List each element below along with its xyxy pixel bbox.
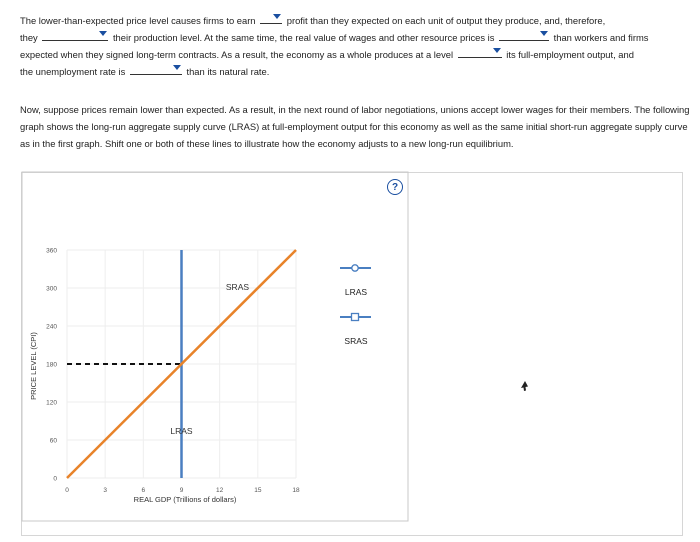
sras-curve-label: SRAS xyxy=(225,282,250,292)
text-segment: profit than they expected on each unit of output they produce, and, therefore, xyxy=(286,15,606,26)
text-segment: their production level. At the same time, the real value of wages and other resource prices is xyxy=(112,32,495,43)
y-tick-label: 300 xyxy=(46,285,57,293)
text-segment: expected when they signed long-term contracts. As a result, the economy as a whole produces at a level xyxy=(20,49,454,60)
y-tick-label: 240 xyxy=(46,323,57,331)
y-axis-label: PRICE LEVEL (CPI) xyxy=(29,332,38,400)
x-axis-label: REAL GDP (Trillions of dollars) xyxy=(133,495,237,504)
x-tick-label: 18 xyxy=(292,487,300,494)
y-tick-label: 120 xyxy=(46,399,57,407)
sras-tool-handle-icon xyxy=(352,314,359,321)
x-tick-label: 15 xyxy=(254,487,262,494)
y-tick-label: 180 xyxy=(46,361,57,369)
text-segment: the unemployment rate is xyxy=(20,66,126,77)
lras-curve-label: LRAS xyxy=(170,426,193,436)
y-tick-label: 360 xyxy=(46,247,57,255)
mouse-cursor-icon xyxy=(521,381,528,391)
y-tick-label: 0 xyxy=(53,475,57,483)
chart-panel-border xyxy=(22,172,408,521)
x-tick-labels xyxy=(65,487,300,494)
lras-tool-label: LRAS xyxy=(344,287,368,297)
text-segment: its full-employment output, and xyxy=(506,49,634,60)
legend-lras-tool[interactable] xyxy=(340,265,371,297)
x-tick-label: 9 xyxy=(179,487,184,494)
y-tick-label: 60 xyxy=(49,437,57,445)
text-segment: they xyxy=(20,32,38,43)
lras-tool-handle-icon xyxy=(352,265,358,271)
x-tick-label: 0 xyxy=(65,487,69,494)
help-icon[interactable]: ? xyxy=(387,179,403,195)
sras-tool-label: SRAS xyxy=(344,336,368,346)
legend-sras-tool[interactable] xyxy=(340,314,371,347)
text-segment: The lower-than-expected price level causes firms to earn xyxy=(20,15,256,26)
x-tick-label: 6 xyxy=(141,487,146,494)
text-segment: than its natural rate. xyxy=(186,66,270,77)
question-paragraph-2: Now, suppose prices remain lower than expected. As a result, in the next round of labor negotiations, unions accept lower wages for their members. The following graph shows the long-run aggregate supply curve (LRAS) at full-employment output for this economy as well as the same initial short-run aggregate supply curve as in the first graph. Shift one or both of these lines to illustrate how the economy adjusts to a new long-run equilibrium. xyxy=(20,104,690,149)
x-tick-label: 3 xyxy=(103,487,107,494)
text-segment: than workers and firms xyxy=(553,32,649,43)
y-tick-labels xyxy=(46,248,57,483)
x-tick-label: 12 xyxy=(216,487,224,494)
